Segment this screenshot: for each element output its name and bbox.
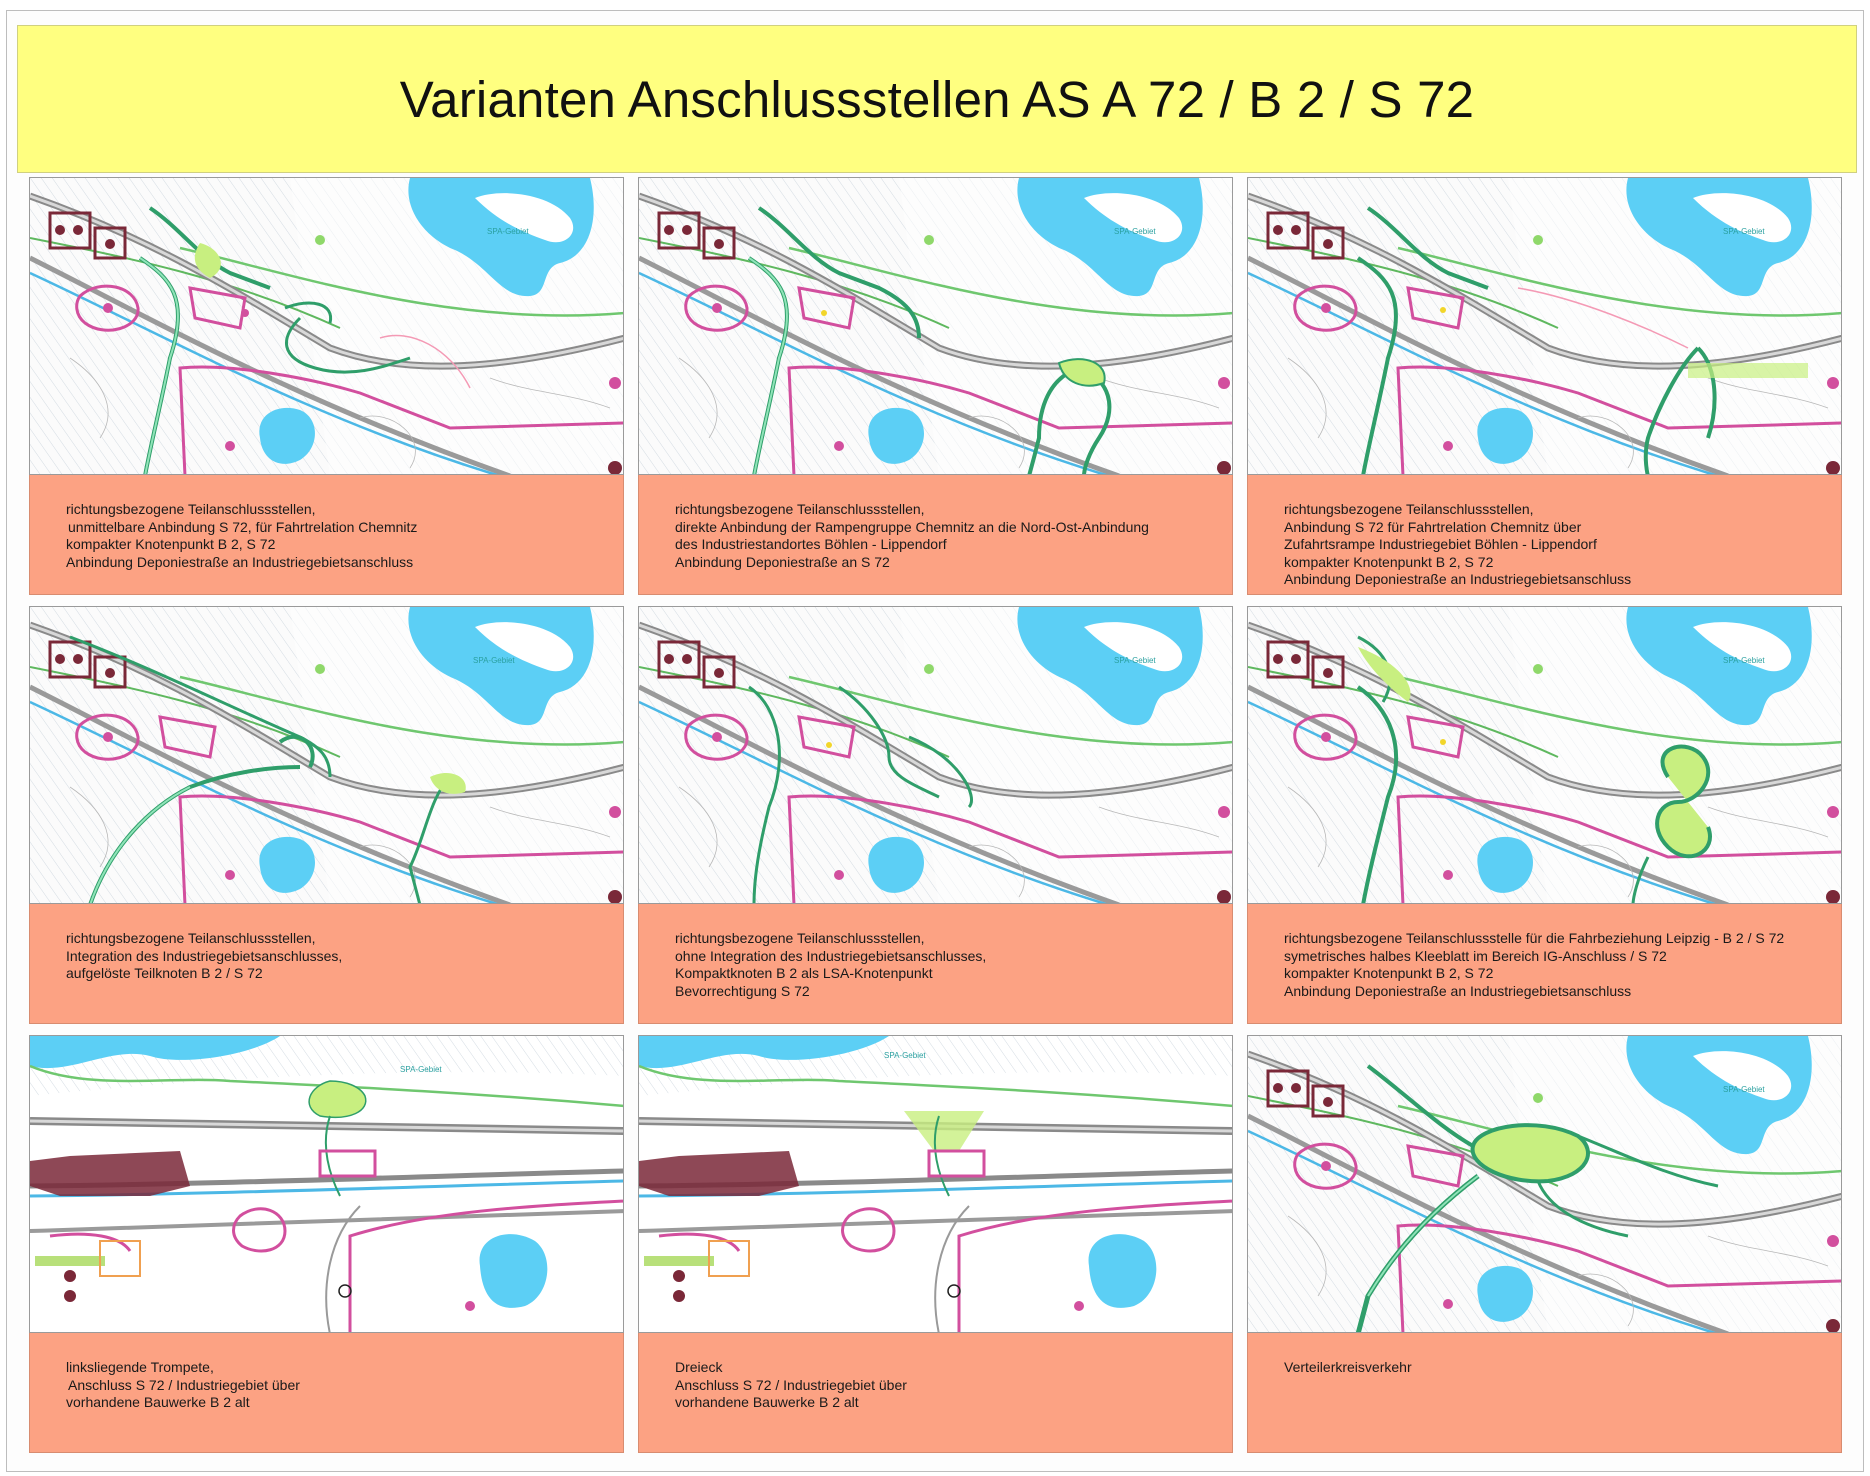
caption-line: des Industriestandortes Böhlen - Lippendorf [675,536,947,552]
caption-line: unmittelbare Anbindung S 72, für Fahrtrelation Chemnitz [68,518,418,535]
map-label: SPA-Gebiet [1723,1085,1765,1094]
caption-line: vorhandene Bauwerke B 2 alt [66,1394,250,1410]
variant-map-5[interactable] [638,606,1233,904]
caption-line: Anbindung Deponiestraße an Industriegebietsanschluss [66,553,414,570]
variant-panel-4 [29,606,624,1024]
caption-line: direkte Anbindung der Rampengruppe Chemnitz an die Nord-Ost-Anbindung [675,518,1149,535]
caption-line: Anbindung S 72 für Fahrtrelation Chemnitz über [1284,518,1582,535]
variant-panel-9 [1247,1035,1842,1453]
variant-caption-7 [29,1333,624,1453]
map-label: SPA-Gebiet [884,1051,926,1060]
map-label: SPA-Gebiet [400,1065,442,1074]
caption-line: richtungsbezogene Teilanschlussstellen, [66,930,316,946]
variant-map-6[interactable] [1247,606,1842,904]
map-label: SPA-Gebiet [1723,656,1765,665]
variant-map-9[interactable] [1247,1035,1842,1333]
page-title: Varianten Anschlussstellen AS A 72 / B 2 / S 72 [399,70,1475,128]
variant-panel-5 [638,606,1233,1024]
variant-map-7[interactable] [29,1035,624,1333]
variant-caption-9 [1247,1333,1842,1453]
title-banner [17,25,1857,173]
map-label: SPA-Gebiet [1723,227,1765,236]
caption-line: Integration des Industriegebietsanschlusses, [66,947,343,964]
variant-map-1[interactable] [29,177,624,475]
map-label: SPA-Gebiet [1114,656,1156,665]
caption-line: Anbindung Deponiestraße an Industriegebietsanschluss [1284,982,1632,999]
caption-line: Bevorrechtigung S 72 [675,982,810,999]
caption-line: aufgelöste Teilknoten B 2 / S 72 [66,965,263,981]
variant-map-4[interactable] [29,606,624,904]
caption-line: richtungsbezogene Teilanschlussstellen, [675,501,925,517]
map-label: SPA-Gebiet [473,656,515,665]
map-label: SPA-Gebiet [1114,227,1156,236]
caption-line: richtungsbezogene Teilanschlussstelle für die Fahrbeziehung Leipzig - B 2 / S 72 [1284,930,1785,946]
caption-line: richtungsbezogene Teilanschlussstellen, [675,930,925,946]
variant-map-2[interactable] [638,177,1233,475]
caption-line: richtungsbezogene Teilanschlussstellen, [1284,501,1534,517]
variant-caption-1 [29,475,624,595]
variant-caption-3 [1247,475,1842,595]
caption-line: ohne Integration des Industriegebietsanschlusses, [675,947,987,964]
variant-panel-1 [29,177,624,595]
variant-panel-3 [1247,177,1842,595]
caption-line: Dreieck [675,1359,723,1375]
caption-line: kompakter Knotenpunkt B 2, S 72 [1284,965,1494,981]
variant-map-3[interactable] [1247,177,1842,475]
variant-panel-6 [1247,606,1842,1024]
variant-map-8[interactable] [638,1035,1233,1333]
variant-panel-7 [29,1035,624,1453]
map-label: SPA-Gebiet [487,227,529,236]
variant-caption-6 [1247,904,1842,1024]
caption-line: Zufahrtsrampe Industriegebiet Böhlen - Lippendorf [1284,536,1597,552]
variant-caption-4 [29,904,624,1024]
caption-line: Anbindung Deponiestraße an S 72 [675,553,890,570]
caption-line: richtungsbezogene Teilanschlussstellen, [66,501,316,517]
caption-line: kompakter Knotenpunkt B 2, S 72 [66,536,276,552]
variant-panel-8 [638,1035,1233,1453]
caption-line: kompakter Knotenpunkt B 2, S 72 [1284,553,1494,570]
caption-line: symetrisches halbes Kleeblatt im Bereich IG-Anschluss / S 72 [1284,947,1667,964]
caption-line: linksliegende Trompete, [66,1359,214,1375]
caption-line: Anbindung Deponiestraße an Industriegebietsanschluss [1284,571,1632,587]
caption-line: Anschluss S 72 / Industriegebiet über [68,1376,300,1393]
variant-panel-2 [638,177,1233,595]
caption-line: Kompaktknoten B 2 als LSA-Knotenpunkt [675,965,933,981]
variant-caption-2 [638,475,1233,595]
variant-caption-5 [638,904,1233,1024]
caption-line: vorhandene Bauwerke B 2 alt [675,1394,859,1410]
variant-caption-8 [638,1333,1233,1453]
caption-line: Anschluss S 72 / Industriegebiet über [675,1376,907,1393]
caption-line: Verteilerkreisverkehr [1284,1359,1412,1375]
